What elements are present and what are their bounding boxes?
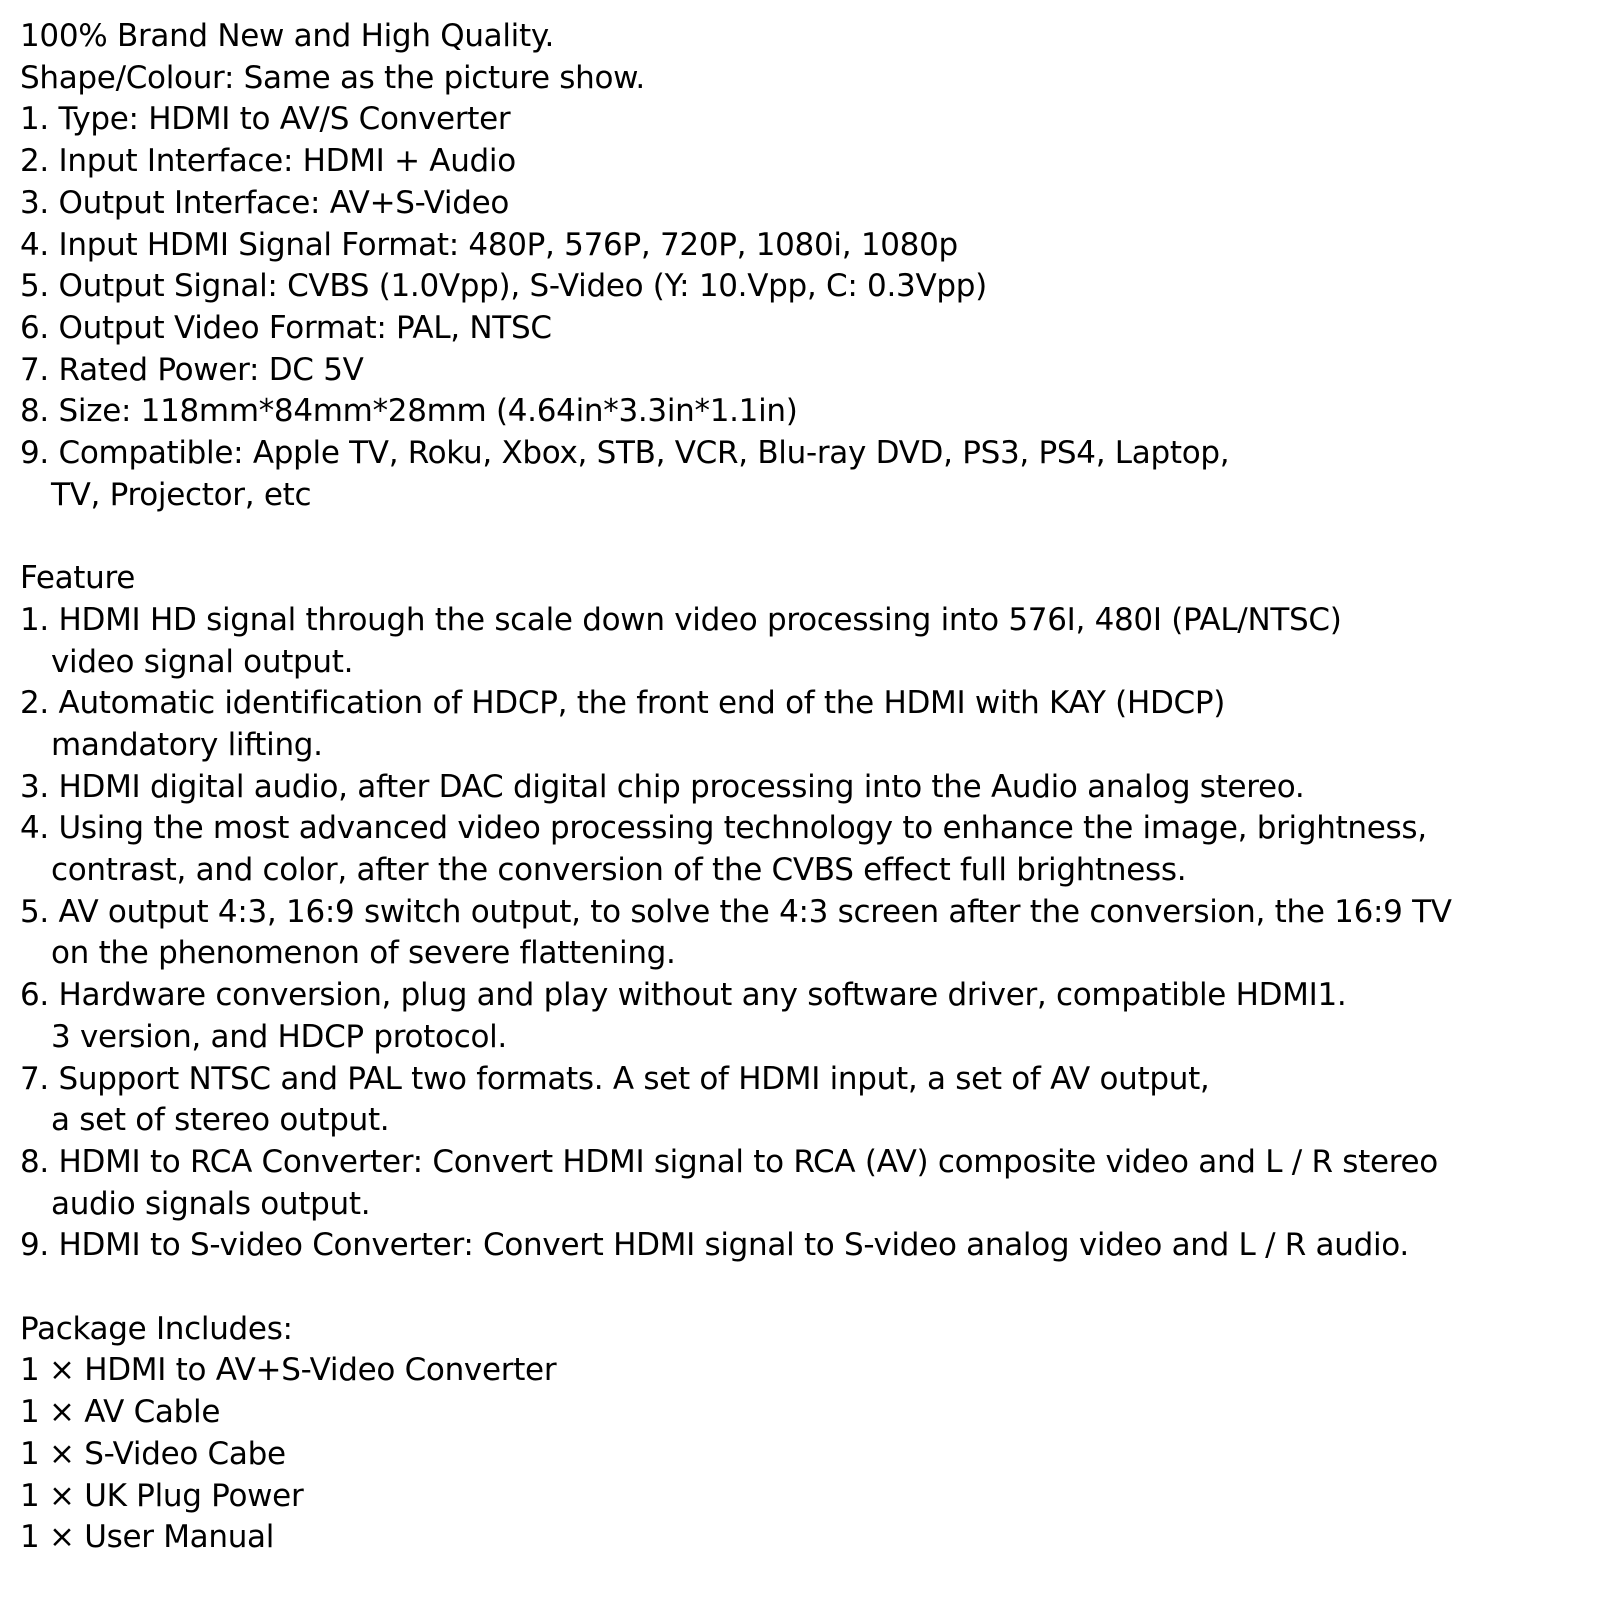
- package-section: [20, 1309, 1590, 1559]
- spec-item: [20, 391, 1590, 433]
- section-gap: [20, 516, 1590, 558]
- spec-item-text: 2. Input Interface: HDMI + Audio: [20, 143, 516, 180]
- spec-item: [20, 433, 1590, 516]
- feature-item-continuation: 3 version, and HDCP protocol.: [51, 1018, 507, 1055]
- spec-item-text: 4. Input HDMI Signal Format: 480P, 576P, 720P, 1080i, 1080p: [20, 226, 958, 263]
- feature-item-continuation: audio signals output.: [51, 1185, 371, 1222]
- feature-item-text: 7. Support NTSC and PAL two formats. A set of HDMI input, a set of AV output,: [20, 1060, 1210, 1097]
- feature-item-text: 6. Hardware conversion, plug and play without any software driver, compatible HDMI1.: [20, 977, 1347, 1014]
- feature-item-text: 4. Using the most advanced video processing technology to enhance the image, brightness,: [20, 810, 1427, 847]
- spec-item-continuation: TV, Projector, etc: [51, 476, 312, 513]
- feature-item: [20, 892, 1590, 975]
- feature-item: [20, 808, 1590, 891]
- feature-item-text: 3. HDMI digital audio, after DAC digital chip processing into the Audio analog stereo.: [20, 768, 1305, 805]
- spec-item: [20, 141, 1590, 183]
- feature-item-text: 2. Automatic identification of HDCP, the front end of the HDMI with KAY (HDCP): [20, 685, 1226, 722]
- feature-item-text: 5. AV output 4:3, 16:9 switch output, to solve the 4:3 screen after the conversion, the 16:9 TV: [20, 893, 1452, 930]
- spec-item: [20, 308, 1590, 350]
- package-heading: Package Includes:: [20, 1310, 293, 1347]
- feature-item-continuation: contrast, and color, after the conversion of the CVBS effect full brightness.: [51, 852, 1187, 889]
- package-item: 1 × S-Video Cabe: [20, 1435, 286, 1472]
- feature-item-continuation: a set of stereo output.: [51, 1102, 390, 1139]
- feature-item-text: 8. HDMI to RCA Converter: Convert HDMI signal to RCA (AV) composite video and L / R stereo: [20, 1143, 1438, 1180]
- spec-item-text: 6. Output Video Format: PAL, NTSC: [20, 309, 552, 346]
- intro-line: Shape/Colour: Same as the picture show.: [20, 59, 645, 96]
- package-item: 1 × HDMI to AV+S-Video Converter: [20, 1352, 557, 1389]
- feature-item: [20, 767, 1590, 809]
- spec-item: [20, 266, 1590, 308]
- spec-item-text: 7. Rated Power: DC 5V: [20, 351, 364, 388]
- feature-item: [20, 1225, 1590, 1267]
- intro-line: 100% Brand New and High Quality.: [20, 18, 555, 54]
- feature-item-continuation: on the phenomenon of severe flattening.: [51, 935, 676, 972]
- feature-heading: Feature: [20, 560, 136, 597]
- package-item: 1 × UK Plug Power: [20, 1477, 304, 1514]
- spec-item-text: 8. Size: 118mm*84mm*28mm (4.64in*3.3in*1.1in): [20, 393, 798, 430]
- product-description: [20, 16, 1590, 1559]
- feature-item: [20, 975, 1590, 1058]
- spec-item: [20, 183, 1590, 225]
- feature-item-continuation: video signal output.: [51, 643, 354, 680]
- feature-item: [20, 600, 1590, 683]
- feature-item: [20, 683, 1590, 766]
- section-gap: [20, 1267, 1590, 1309]
- feature-section: [20, 558, 1590, 1267]
- spec-item-text: 3. Output Interface: AV+S-Video: [20, 184, 510, 221]
- spec-section: [20, 16, 1590, 516]
- spec-item-text: 1. Type: HDMI to AV/S Converter: [20, 101, 511, 138]
- package-item: 1 × AV Cable: [20, 1394, 221, 1431]
- package-item: 1 × User Manual: [20, 1519, 275, 1556]
- feature-item-text: 1. HDMI HD signal through the scale down video processing into 576I, 480I (PAL/NTSC): [20, 601, 1342, 638]
- spec-item: [20, 99, 1590, 141]
- spec-item-text: 5. Output Signal: CVBS (1.0Vpp), S-Video (Y: 10.Vpp, C: 0.3Vpp): [20, 268, 987, 305]
- spec-item: [20, 225, 1590, 267]
- feature-item-continuation: mandatory lifting.: [51, 726, 323, 763]
- feature-item-text: 9. HDMI to S-video Converter: Convert HDMI signal to S-video analog video and L / R audio.: [20, 1227, 1409, 1264]
- spec-item: [20, 350, 1590, 392]
- feature-item: [20, 1142, 1590, 1225]
- feature-item: [20, 1059, 1590, 1142]
- spec-item-text: 9. Compatible: Apple TV, Roku, Xbox, STB, VCR, Blu-ray DVD, PS3, PS4, Laptop,: [20, 435, 1230, 472]
